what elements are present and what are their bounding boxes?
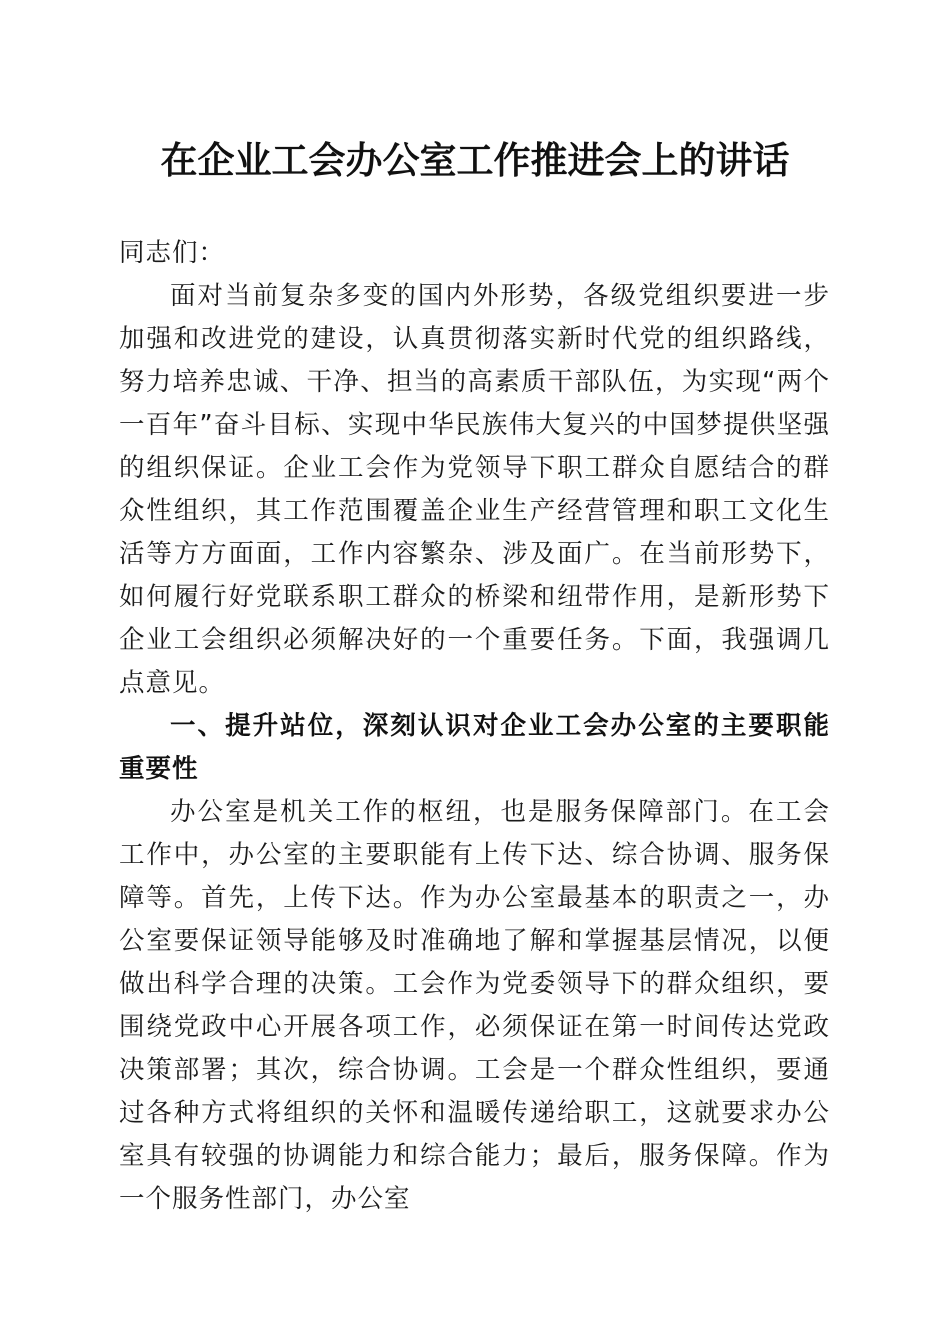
paragraph-intro: 面对当前复杂多变的国内外形势，各级党组织要进一步加强和改进党的建设，认真贯彻落实新时代党的组织路线，努力培养忠诚、干净、担当的高素质干部队伍，为实现“两个一百年”奋斗目标、实现中华民族伟大复兴的中国梦提供坚强的组织保证。企业工会作为党领导下职工群众自愿结合的群众性组织，其工作范围覆盖企业生产经营管理和职工文化生活等方方面面，工作内容繁杂、涉及面广。在当前形势下，如何履行好党联系职工群众的桥梁和纽带作用，是新形势下企业工会组织必须解决好的一个重要任务。下面，我强调几点意见。 (119, 281, 830, 698)
document-body (119, 232, 830, 1221)
paragraph-office-functions: 办公室是机关工作的枢纽，也是服务保障部门。在工会工作中，办公室的主要职能有上传下达、综合协调、服务保障等。首先，上传下达。作为办公室最基本的职责之一，办公室要保证领导能够及时准确地了解和掌握基层情况，以便做出科学合理的决策。工会作为党委领导下的群众组织，要围绕党政中心开展各项工作，必须保证在第一时间传达党政决策部署；其次，综合协调。工会是一个群众性组织，要通过各种方式将组织的关怀和温暖传递给职工，这就要求办公室具有较强的协调能力和综合能力；最后，服务保障。作为一个服务性部门，办公室 (119, 797, 830, 1214)
document-title: 在企业工会办公室工作推进会上的讲话 (160, 138, 790, 182)
section-heading: 一、提升站位，深刻认识对企业工会办公室的主要职能重要性 (119, 711, 830, 784)
greeting: 同志们： (119, 238, 226, 268)
